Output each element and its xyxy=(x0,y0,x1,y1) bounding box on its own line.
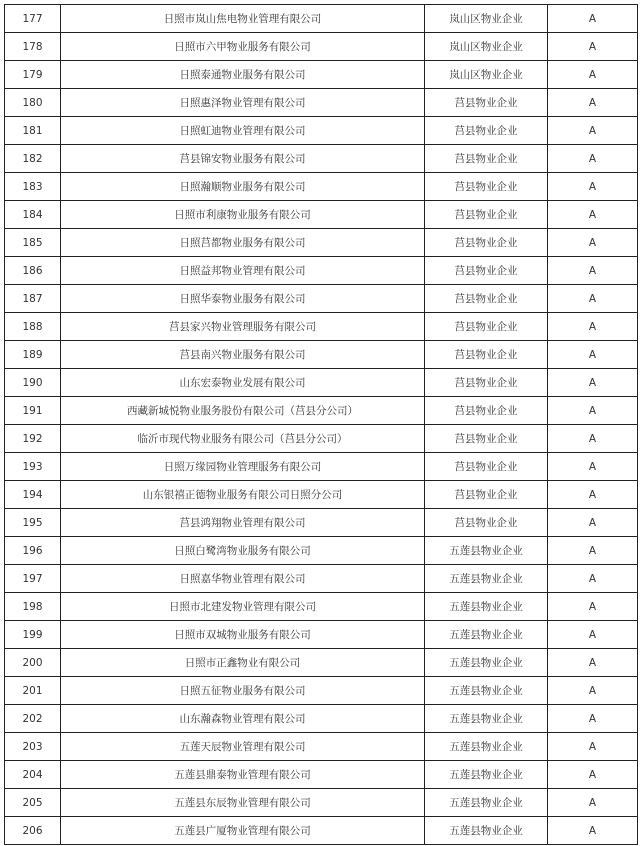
grade-cell: A xyxy=(548,537,638,565)
category-cell: 莒县物业企业 xyxy=(425,397,548,425)
category-cell: 五莲县物业企业 xyxy=(425,817,548,845)
category-cell: 五莲县物业企业 xyxy=(425,789,548,817)
company-name-cell: 日照惠泽物业管理有限公司 xyxy=(61,89,425,117)
table-row xyxy=(5,789,638,817)
table-row xyxy=(5,201,638,229)
row-number-cell: 186 xyxy=(5,257,61,285)
company-name-cell: 五莲天辰物业管理有限公司 xyxy=(61,733,425,761)
table-row xyxy=(5,229,638,257)
table-row xyxy=(5,285,638,313)
grade-cell: A xyxy=(548,565,638,593)
row-number-cell: 189 xyxy=(5,341,61,369)
category-cell: 莒县物业企业 xyxy=(425,173,548,201)
grade-cell: A xyxy=(548,89,638,117)
grade-cell: A xyxy=(548,257,638,285)
category-cell: 岚山区物业企业 xyxy=(425,61,548,89)
category-cell: 五莲县物业企业 xyxy=(425,537,548,565)
category-cell: 莒县物业企业 xyxy=(425,341,548,369)
category-cell: 五莲县物业企业 xyxy=(425,621,548,649)
company-name-cell: 日照白鹭湾物业服务有限公司 xyxy=(61,537,425,565)
table-row xyxy=(5,5,638,33)
row-number-cell: 198 xyxy=(5,593,61,621)
grade-cell: A xyxy=(548,733,638,761)
table-row xyxy=(5,89,638,117)
row-number-cell: 177 xyxy=(5,5,61,33)
table-row xyxy=(5,313,638,341)
row-number-cell: 190 xyxy=(5,369,61,397)
table-row xyxy=(5,173,638,201)
row-number-cell: 201 xyxy=(5,677,61,705)
grade-cell: A xyxy=(548,705,638,733)
company-name-cell: 日照市岚山焦电物业管理有限公司 xyxy=(61,5,425,33)
row-number-cell: 185 xyxy=(5,229,61,257)
category-cell: 岚山区物业企业 xyxy=(425,33,548,61)
company-name-cell: 日照市双城物业服务有限公司 xyxy=(61,621,425,649)
table-row xyxy=(5,481,638,509)
table-row xyxy=(5,621,638,649)
company-name-cell: 临沂市现代物业服务有限公司（莒县分公司） xyxy=(61,425,425,453)
row-number-cell: 191 xyxy=(5,397,61,425)
company-name-cell: 山东银禧正德物业服务有限公司日照分公司 xyxy=(61,481,425,509)
table-row xyxy=(5,425,638,453)
company-name-cell: 日照莒都物业服务有限公司 xyxy=(61,229,425,257)
table-row xyxy=(5,509,638,537)
company-name-cell: 日照瀚顺物业服务有限公司 xyxy=(61,173,425,201)
table-row xyxy=(5,677,638,705)
category-cell: 莒县物业企业 xyxy=(425,117,548,145)
grade-cell: A xyxy=(548,201,638,229)
table-row xyxy=(5,537,638,565)
company-name-cell: 莒县锦安物业服务有限公司 xyxy=(61,145,425,173)
company-name-cell: 西藏新城悦物业服务股份有限公司（莒县分公司） xyxy=(61,397,425,425)
grade-cell: A xyxy=(548,229,638,257)
company-name-cell: 日照泰通物业服务有限公司 xyxy=(61,61,425,89)
row-number-cell: 206 xyxy=(5,817,61,845)
category-cell: 岚山区物业企业 xyxy=(425,5,548,33)
table-row xyxy=(5,257,638,285)
table-row xyxy=(5,33,638,61)
row-number-cell: 192 xyxy=(5,425,61,453)
table-row xyxy=(5,117,638,145)
row-number-cell: 199 xyxy=(5,621,61,649)
company-name-cell: 日照市利康物业服务有限公司 xyxy=(61,201,425,229)
row-number-cell: 205 xyxy=(5,789,61,817)
grade-cell: A xyxy=(548,481,638,509)
row-number-cell: 181 xyxy=(5,117,61,145)
table-row xyxy=(5,369,638,397)
grade-cell: A xyxy=(548,313,638,341)
grade-cell: A xyxy=(548,173,638,201)
company-name-cell: 莒县南兴物业服务有限公司 xyxy=(61,341,425,369)
row-number-cell: 184 xyxy=(5,201,61,229)
grade-cell: A xyxy=(548,5,638,33)
grade-cell: A xyxy=(548,425,638,453)
row-number-cell: 194 xyxy=(5,481,61,509)
company-name-cell: 日照市六甲物业服务有限公司 xyxy=(61,33,425,61)
company-name-cell: 日照虹迪物业管理有限公司 xyxy=(61,117,425,145)
company-name-cell: 莒县鸿翔物业管理有限公司 xyxy=(61,509,425,537)
company-name-cell: 山东瀚森物业管理有限公司 xyxy=(61,705,425,733)
category-cell: 莒县物业企业 xyxy=(425,257,548,285)
table-row xyxy=(5,761,638,789)
grade-cell: A xyxy=(548,789,638,817)
company-name-cell: 日照万缘园物业管理服务有限公司 xyxy=(61,453,425,481)
row-number-cell: 188 xyxy=(5,313,61,341)
category-cell: 莒县物业企业 xyxy=(425,453,548,481)
row-number-cell: 195 xyxy=(5,509,61,537)
row-number-cell: 196 xyxy=(5,537,61,565)
table-row xyxy=(5,453,638,481)
company-name-cell: 日照华泰物业服务有限公司 xyxy=(61,285,425,313)
company-name-cell: 日照益邦物业管理有限公司 xyxy=(61,257,425,285)
category-cell: 五莲县物业企业 xyxy=(425,593,548,621)
category-cell: 莒县物业企业 xyxy=(425,481,548,509)
table-row xyxy=(5,817,638,845)
row-number-cell: 203 xyxy=(5,733,61,761)
table-body xyxy=(5,5,638,845)
grade-cell: A xyxy=(548,649,638,677)
table-row xyxy=(5,705,638,733)
category-cell: 五莲县物业企业 xyxy=(425,761,548,789)
company-name-cell: 日照嘉华物业管理有限公司 xyxy=(61,565,425,593)
category-cell: 莒县物业企业 xyxy=(425,145,548,173)
category-cell: 五莲县物业企业 xyxy=(425,705,548,733)
category-cell: 莒县物业企业 xyxy=(425,229,548,257)
table-row xyxy=(5,341,638,369)
grade-cell: A xyxy=(548,33,638,61)
table-row xyxy=(5,593,638,621)
table-row xyxy=(5,397,638,425)
enterprise-grade-table xyxy=(4,4,638,845)
row-number-cell: 200 xyxy=(5,649,61,677)
table-row xyxy=(5,649,638,677)
category-cell: 五莲县物业企业 xyxy=(425,649,548,677)
grade-cell: A xyxy=(548,509,638,537)
category-cell: 莒县物业企业 xyxy=(425,509,548,537)
company-name-cell: 五莲县广厦物业管理有限公司 xyxy=(61,817,425,845)
category-cell: 五莲县物业企业 xyxy=(425,565,548,593)
category-cell: 莒县物业企业 xyxy=(425,313,548,341)
grade-cell: A xyxy=(548,145,638,173)
grade-cell: A xyxy=(548,593,638,621)
row-number-cell: 204 xyxy=(5,761,61,789)
category-cell: 莒县物业企业 xyxy=(425,425,548,453)
category-cell: 莒县物业企业 xyxy=(425,369,548,397)
category-cell: 五莲县物业企业 xyxy=(425,733,548,761)
row-number-cell: 197 xyxy=(5,565,61,593)
company-name-cell: 日照市正鑫物业有限公司 xyxy=(61,649,425,677)
company-name-cell: 日照五征物业服务有限公司 xyxy=(61,677,425,705)
grade-cell: A xyxy=(548,341,638,369)
category-cell: 莒县物业企业 xyxy=(425,201,548,229)
table-row xyxy=(5,145,638,173)
grade-cell: A xyxy=(548,761,638,789)
category-cell: 莒县物业企业 xyxy=(425,89,548,117)
grade-cell: A xyxy=(548,369,638,397)
category-cell: 莒县物业企业 xyxy=(425,285,548,313)
row-number-cell: 193 xyxy=(5,453,61,481)
company-name-cell: 五莲县东辰物业管理有限公司 xyxy=(61,789,425,817)
company-name-cell: 莒县家兴物业管理服务有限公司 xyxy=(61,313,425,341)
grade-cell: A xyxy=(548,817,638,845)
row-number-cell: 178 xyxy=(5,33,61,61)
grade-cell: A xyxy=(548,621,638,649)
category-cell: 五莲县物业企业 xyxy=(425,677,548,705)
table-row xyxy=(5,61,638,89)
grade-cell: A xyxy=(548,117,638,145)
company-name-cell: 五莲县鼎泰物业管理有限公司 xyxy=(61,761,425,789)
grade-cell: A xyxy=(548,677,638,705)
company-name-cell: 山东宏泰物业发展有限公司 xyxy=(61,369,425,397)
table-row xyxy=(5,733,638,761)
company-name-cell: 日照市北建发物业管理有限公司 xyxy=(61,593,425,621)
row-number-cell: 202 xyxy=(5,705,61,733)
table-row xyxy=(5,565,638,593)
grade-cell: A xyxy=(548,285,638,313)
row-number-cell: 179 xyxy=(5,61,61,89)
grade-cell: A xyxy=(548,61,638,89)
row-number-cell: 180 xyxy=(5,89,61,117)
row-number-cell: 182 xyxy=(5,145,61,173)
grade-cell: A xyxy=(548,453,638,481)
grade-cell: A xyxy=(548,397,638,425)
row-number-cell: 183 xyxy=(5,173,61,201)
row-number-cell: 187 xyxy=(5,285,61,313)
